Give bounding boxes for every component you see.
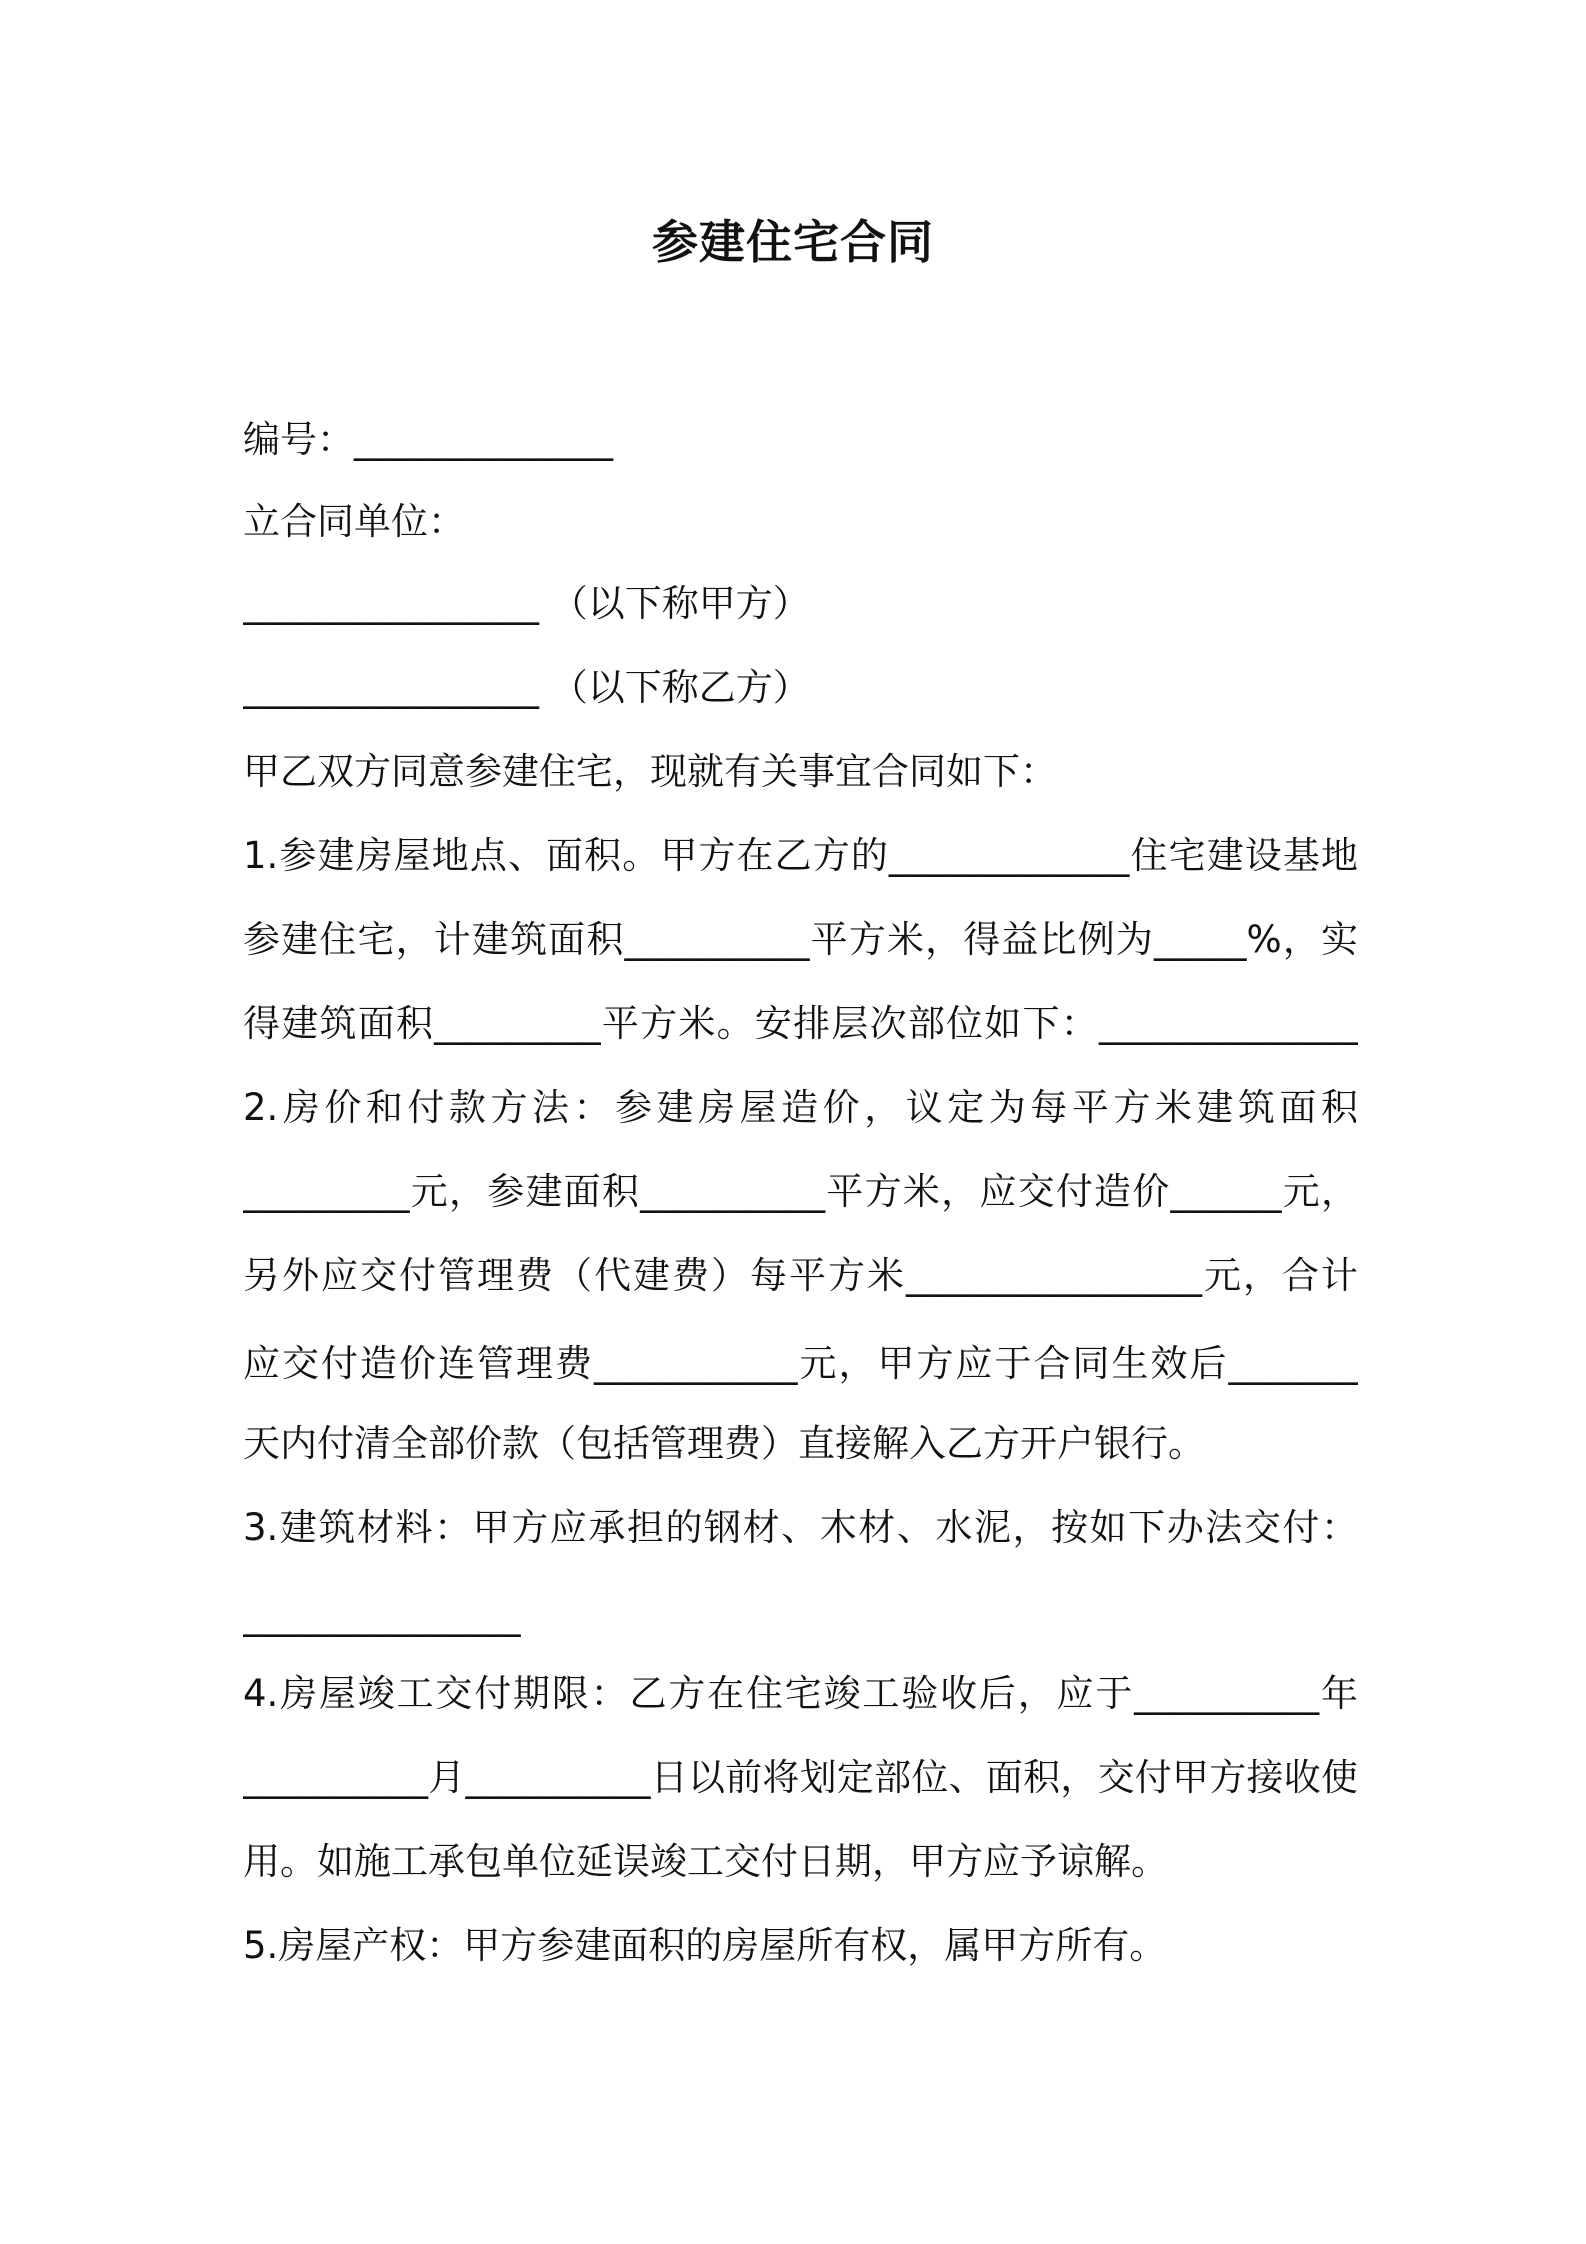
clause-2-line-1: 2.房价和付款方法：参建房屋造价，议定为每平方米建筑面积 — [243, 1086, 1358, 1129]
clause-4-line-2: __________月__________日以前将划定部位、面积，交付甲方接收使 — [243, 1756, 1358, 1799]
contracting-parties-heading: 立合同单位： — [243, 500, 465, 543]
clause-3-line-1: 3.建筑材料：甲方应承担的钢材、木材、水泥，按如下办法交付： — [243, 1506, 1358, 1549]
party-a-line: ________________ （以下称甲方） — [243, 582, 810, 625]
clause-1-line-1: 1.参建房屋地点、面积。甲方在乙方的_____________住宅建设基地 — [243, 834, 1358, 877]
document-title: 参建住宅合同 — [652, 215, 934, 269]
clause-4-line-1: 4.房屋竣工交付期限：乙方在住宅竣工验收后，应于__________年 — [243, 1672, 1358, 1715]
clause-2-line-5: 天内付清全部价款（包括管理费）直接解入乙方开户银行。 — [243, 1422, 1205, 1465]
clause-2-line-2: _________元，参建面积__________平方米，应交付造价______元， — [243, 1170, 1358, 1213]
contract-number-line: 编号：______________ — [243, 418, 613, 461]
party-b-line: ________________ （以下称乙方） — [243, 666, 810, 709]
clause-1-line-3: 得建筑面积_________平方米。安排层次部位如下：______________ — [243, 1002, 1358, 1045]
preamble-line: 甲乙双方同意参建住宅，现就有关事宜合同如下： — [243, 750, 1057, 793]
clause-3-blank-line: _______________ — [243, 1594, 521, 1637]
clause-2-line-3: 另外应交付管理费（代建费）每平方米________________元，合计 — [243, 1254, 1358, 1297]
clause-1-line-2: 参建住宅，计建筑面积__________平方米，得益比例为_____%，实 — [243, 918, 1358, 961]
clause-2-line-4: 应交付造价连管理费___________元，甲方应于合同生效后_______ — [243, 1342, 1358, 1385]
clause-4-line-3: 用。如施工承包单位延误竣工交付日期，甲方应予谅解。 — [243, 1840, 1168, 1883]
clause-5-line-1: 5.房屋产权：甲方参建面积的房屋所有权，属甲方所有。 — [243, 1924, 1167, 1967]
